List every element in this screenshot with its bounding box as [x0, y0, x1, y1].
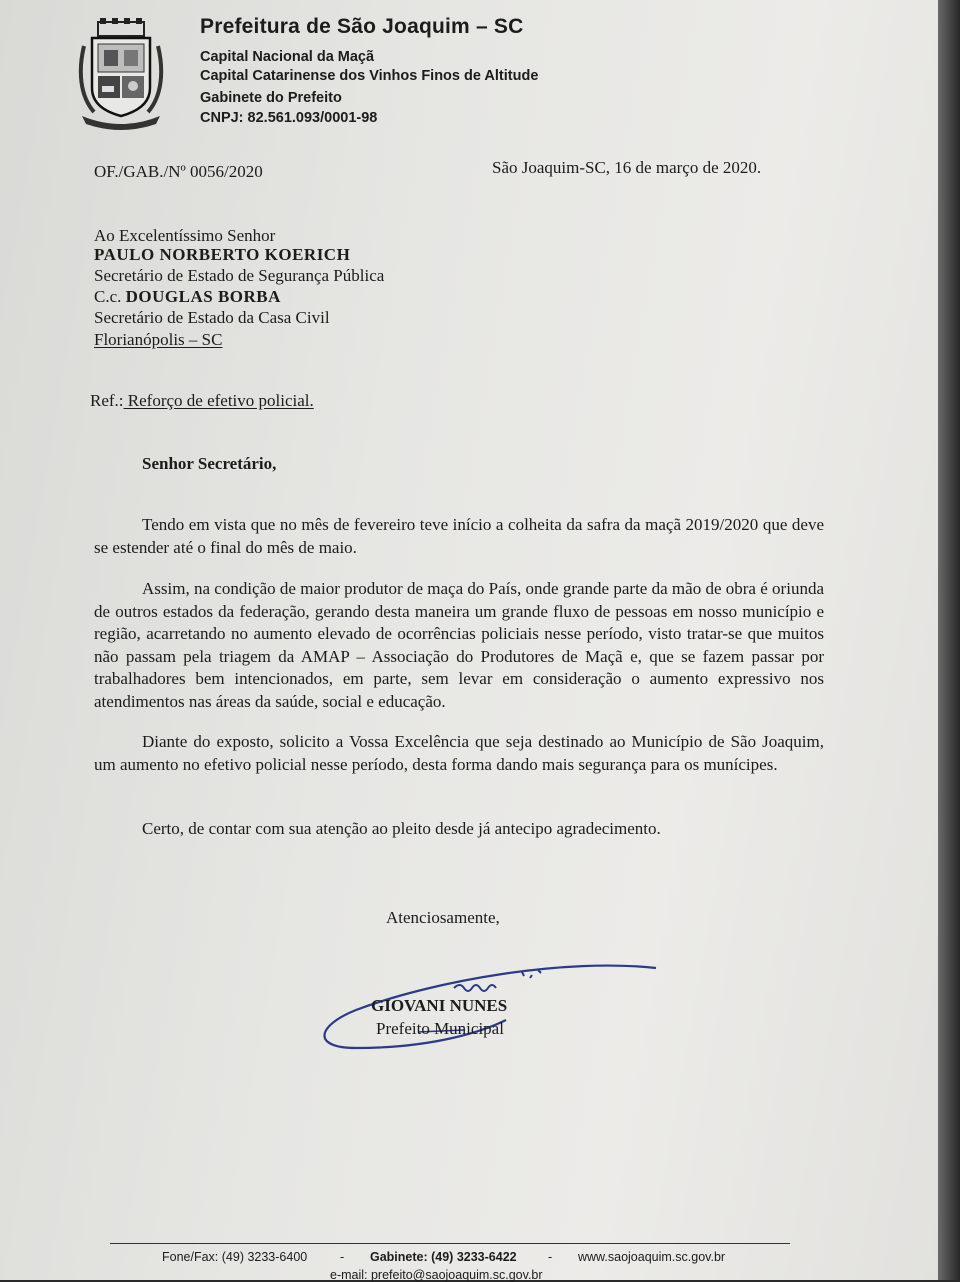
- document-date: São Joaquim-SC, 16 de março de 2020.: [492, 158, 762, 177]
- body-paragraph-1: Tendo em vista que no mês de fevereiro teve início a colheita da safra da maçã 2019/2020 que deve se estender até o final do mês de maio.: [94, 515, 824, 557]
- letterhead-title: Prefeitura de São Joaquim – SC: [200, 15, 524, 38]
- recipient-name: PAULO NORBERTO KOERICH: [94, 245, 351, 264]
- letterhead-tagline-2: Capital Catarinense dos Vinhos Finos de Altitude: [200, 68, 539, 84]
- footer-separator-1: -: [340, 1250, 345, 1264]
- letterhead-office: Gabinete do Prefeito: [200, 90, 342, 106]
- body-paragraph-3: Diante do exposto, solicito a Vossa Excelência que seja destinado ao Município de São Joaquim, um aumento no efetivo policial nesse período, desta forma dando mais segurança para os munícipes.: [94, 732, 824, 774]
- body-paragraph-2: Assim, na condição de maior produtor de maça do País, onde grande parte da mão de obra é oriunda de outros estados da federação, gerando desta maneira um grande fluxo de pessoas em nosso município e região, acarretando no aumento elevado de ocorrências policiais nesse período, visto tratar-se que muitos não passam pela triagem da AMAP – Associação do Produtores de Maçã e, que se fazem passar por trabalhadores bem intencionados, em parte, sem levar em consideração o aumento expressivo nos atendimentos nas áreas da saúde, social e educação.: [94, 579, 824, 711]
- letterhead-cnpj: CNPJ: 82.561.093/0001-98: [200, 110, 378, 126]
- cc-name: DOUGLAS BORBA: [125, 287, 281, 306]
- footer-email: e-mail: prefeito@saojoaquim.sc.gov.br: [330, 1268, 543, 1282]
- cc-line: [94, 287, 281, 307]
- footer-website: www.saojoaquim.sc.gov.br: [578, 1250, 726, 1264]
- subject-line: [90, 391, 314, 411]
- document-number: OF./GAB./Nº 0056/2020: [94, 162, 263, 181]
- body-paragraph-4: Certo, de contar com sua atenção ao pleito desde já antecipo agradecimento.: [142, 819, 661, 838]
- subject-label: Ref.:: [90, 391, 124, 410]
- recipient-role: Secretário de Estado de Segurança Pública: [94, 266, 385, 285]
- letterhead-tagline-1: Capital Nacional da Maçã: [200, 49, 375, 65]
- greeting: Senhor Secretário,: [142, 454, 277, 473]
- closing: Atenciosamente,: [386, 908, 500, 927]
- footer-divider: [110, 1243, 790, 1244]
- subject-text: Reforço de efetivo policial.: [123, 391, 314, 410]
- footer-separator-2: -: [548, 1250, 553, 1264]
- recipient-salutation: Ao Excelentíssimo Senhor: [94, 226, 276, 245]
- recipient-city: Florianópolis – SC: [94, 330, 223, 349]
- footer-cabinet: Gabinete: (49) 3233-6422: [370, 1250, 517, 1264]
- cc-prefix: C.c.: [94, 287, 126, 306]
- signatory-title: Prefeito Municipal: [376, 1019, 504, 1038]
- signatory-name: GIOVANI NUNES: [371, 996, 508, 1015]
- coat-of-arms-icon: [78, 16, 164, 130]
- photo-background-edge: [938, 0, 960, 1280]
- footer-phone: Fone/Fax: (49) 3233-6400: [162, 1250, 308, 1264]
- cc-role: Secretário de Estado da Casa Civil: [94, 308, 330, 327]
